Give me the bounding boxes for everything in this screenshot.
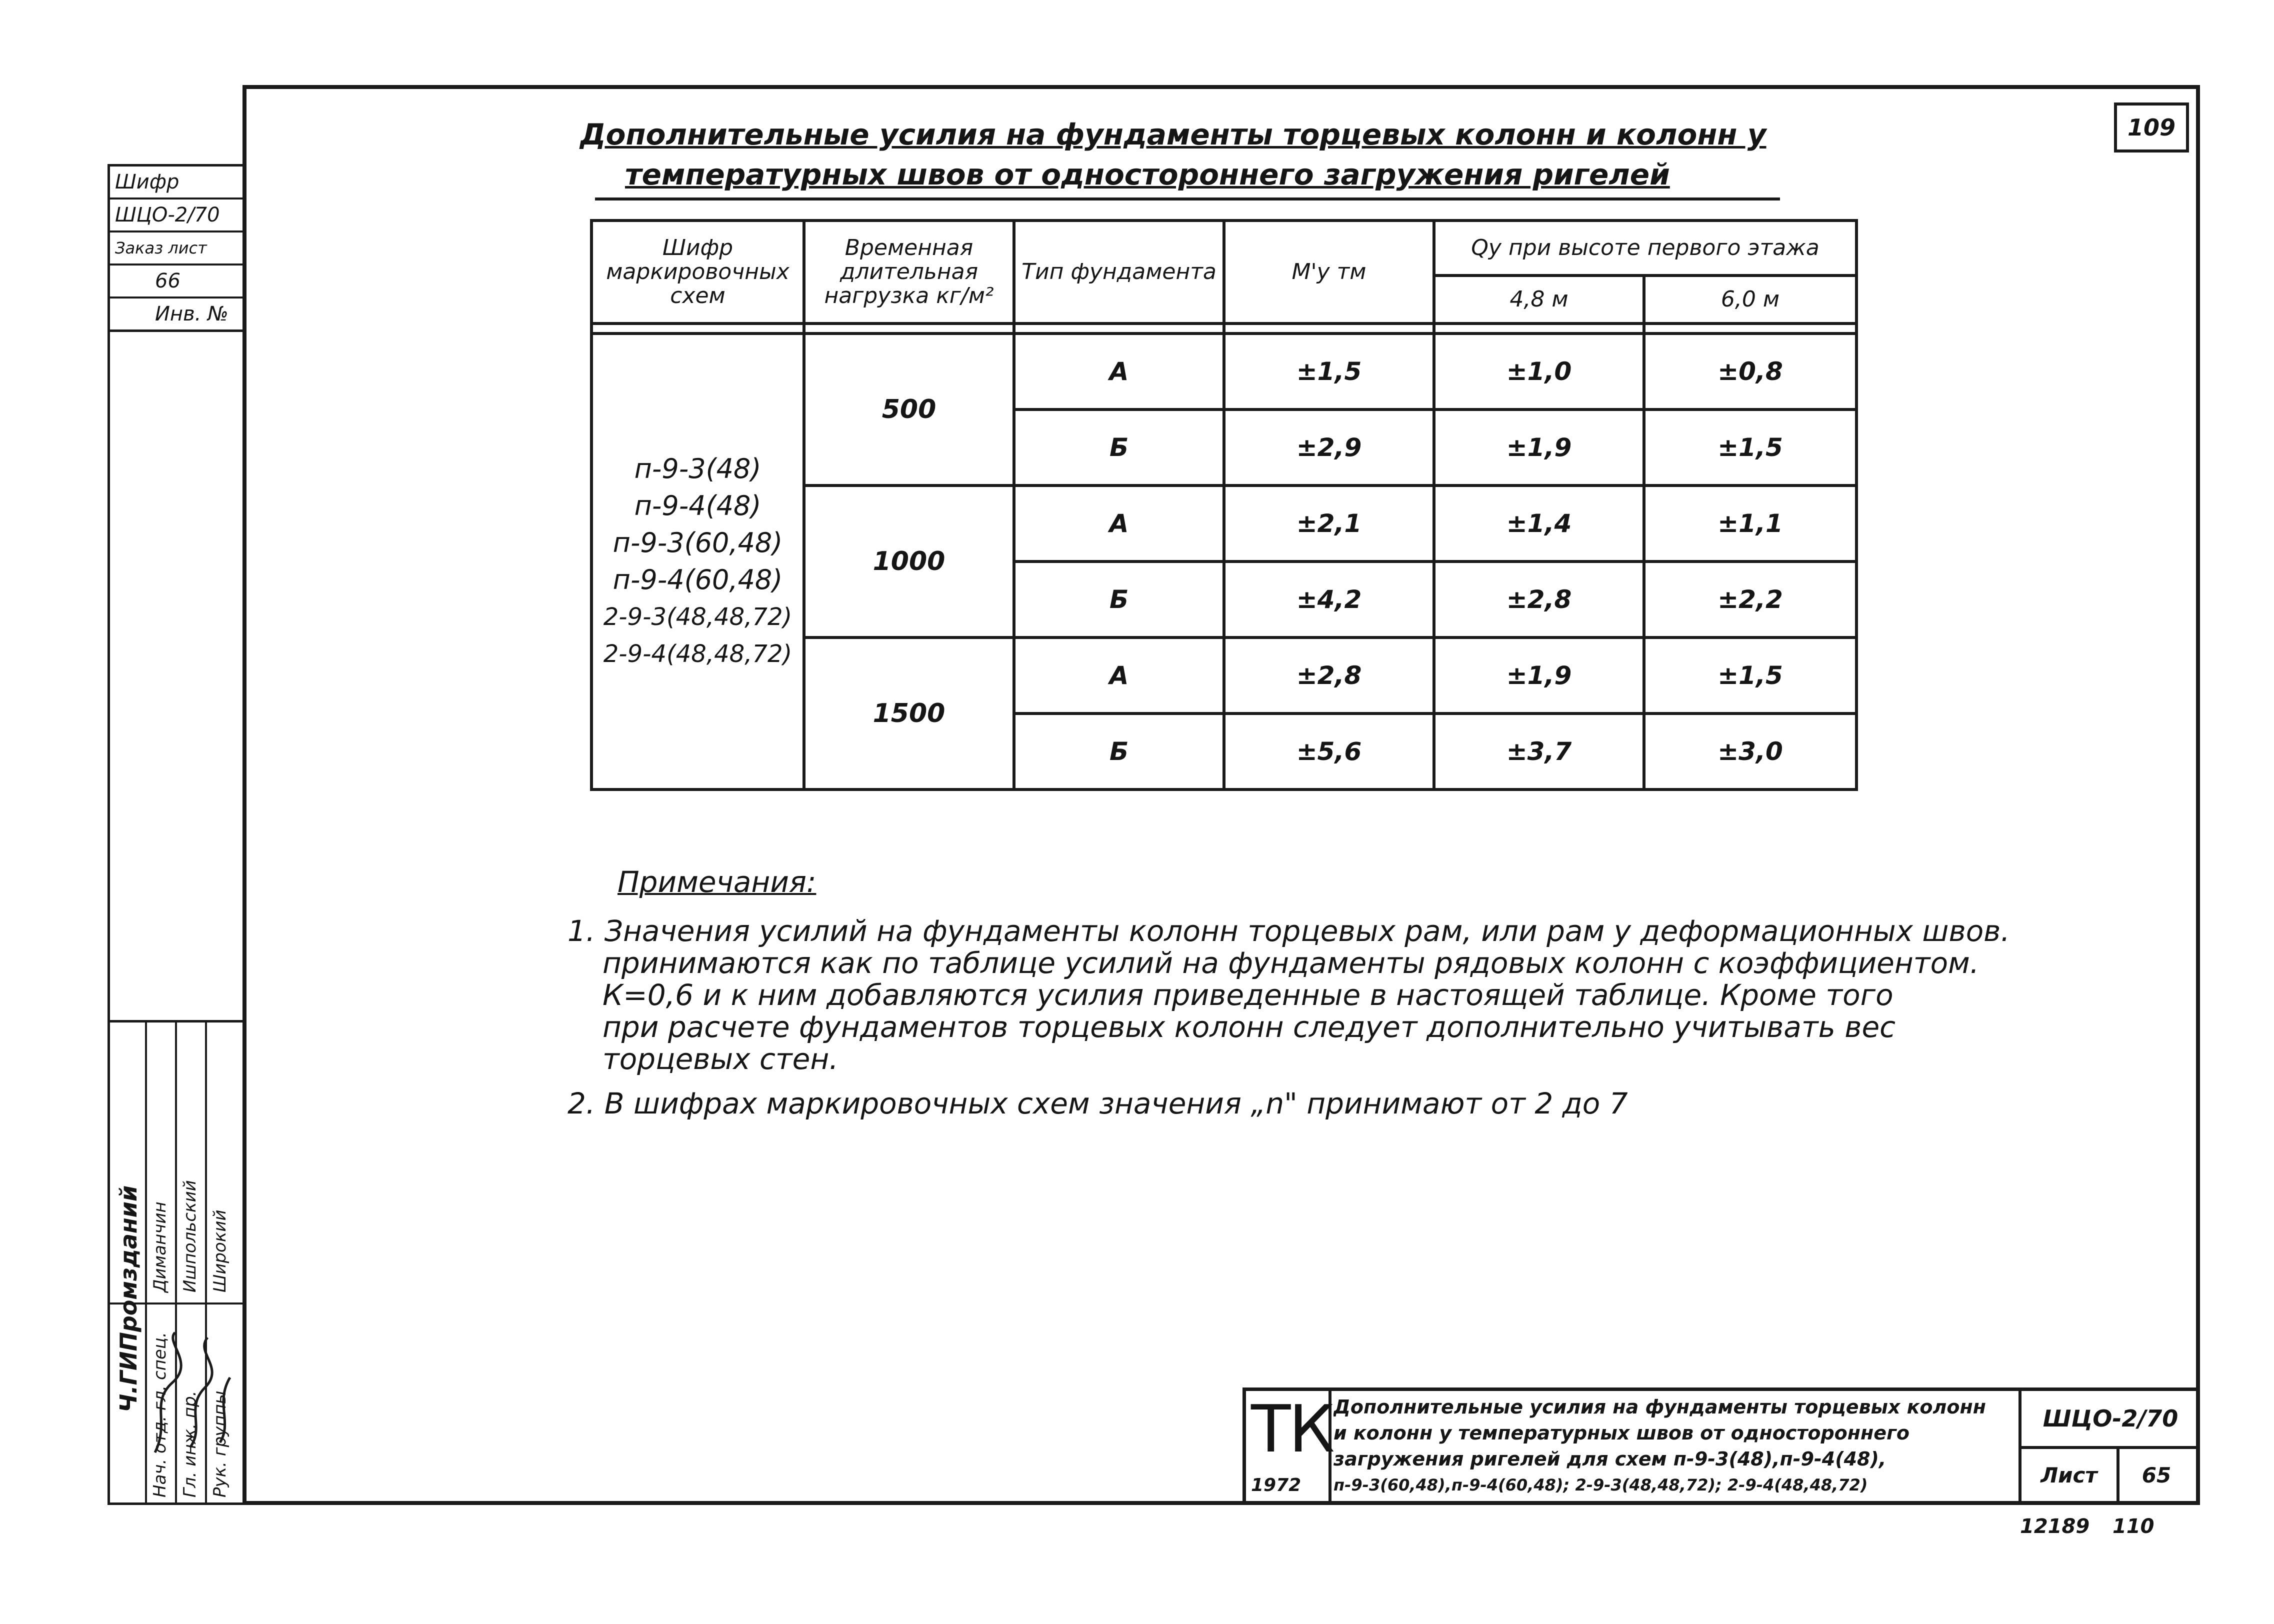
stamp-row: Шифр xyxy=(110,166,242,200)
type-cell: А xyxy=(1014,334,1224,410)
footer-left-number: 12189 xyxy=(2020,1515,2090,1538)
stamp-row: 66 xyxy=(110,266,242,298)
type-cell: Б xyxy=(1014,714,1224,790)
signature-role: Гл. инж. пр. xyxy=(180,1390,200,1498)
note-line: при расчете фундаментов торцевых колонн следует дополнительно учитывать вес xyxy=(602,1010,1896,1044)
tk-mark: ТК xyxy=(1251,1391,1333,1467)
type-cell: Б xyxy=(1014,562,1224,638)
signature-block xyxy=(108,1020,242,1505)
load-cell: 1500 xyxy=(804,638,1014,790)
scheme-code: п-9-4(48) xyxy=(634,490,762,522)
title-underline xyxy=(595,198,1780,200)
note-line: 1. Значения усилий на фундаменты колонн торцевых рам, или рам у деформационных швов. xyxy=(568,914,2010,948)
type-cell: А xyxy=(1014,486,1224,562)
stamp-row: Заказ лист xyxy=(110,232,242,266)
description-line: и колонн у температурных швов от одностороннего xyxy=(1334,1422,1910,1444)
scheme-code: 2-9-4(48,48,72) xyxy=(603,640,792,668)
scheme-code: п-9-4(60,48) xyxy=(612,564,783,596)
moment-cell: ±1,5 xyxy=(1224,334,1434,410)
title-block-code: ШЦО-2/70 xyxy=(2018,1391,2200,1449)
title-line-1: Дополнительные усилия на фундаменты торцевых колонн и колонн у xyxy=(580,118,1766,152)
document-title xyxy=(580,118,1766,152)
stamp-row: ШЦО-2/70 xyxy=(110,200,242,232)
title-block-sheet-number: 65 xyxy=(2142,1463,2172,1488)
description-line: п-9-3(60,48),п-9-4(60,48); 2-9-3(48,48,72); 2-9-4(48,48,72) xyxy=(1334,1476,1868,1494)
stamp-row: Инв. № xyxy=(155,302,228,326)
q60-cell: ±1,5 xyxy=(1644,410,1856,486)
header-cipher: Шифр маркировочных схем xyxy=(592,220,804,324)
signature-header: Ч.ГИПромзданий xyxy=(115,1185,142,1412)
q48-cell: ±1,0 xyxy=(1434,334,1644,410)
scheme-code: 2-9-3(48,48,72) xyxy=(603,603,792,631)
description-line: Дополнительные усилия на фундаменты торцевых колонн xyxy=(1334,1396,1986,1418)
header-moment: M'y тм xyxy=(1224,220,1434,324)
forces-table xyxy=(590,219,1858,791)
header-h60: 6,0 м xyxy=(1644,276,1856,324)
note-1 xyxy=(568,915,2010,1075)
scheme-code: п-9-3(48) xyxy=(634,453,762,484)
moment-cell: ±2,9 xyxy=(1224,410,1434,486)
q48-cell: ±1,4 xyxy=(1434,486,1644,562)
moment-cell: ±5,6 xyxy=(1224,714,1434,790)
q60-cell: ±1,5 xyxy=(1644,638,1856,714)
note-line: К=0,6 и к ним добавляются усилия приведенные в настоящей таблице. Кроме того xyxy=(602,978,1894,1012)
q48-cell: ±3,7 xyxy=(1434,714,1644,790)
note-line: торцевых стен. xyxy=(602,1042,838,1076)
title-block xyxy=(1242,1388,2200,1505)
title-block-year: 1972 xyxy=(1251,1475,1302,1496)
signature-role: Нач. отд. гл. спец. xyxy=(150,1332,170,1498)
margin-stamp xyxy=(108,164,242,332)
q48-cell: ±2,8 xyxy=(1434,562,1644,638)
header-h48: 4,8 м xyxy=(1434,276,1644,324)
q48-cell: ±1,9 xyxy=(1434,410,1644,486)
moment-cell: ±4,2 xyxy=(1224,562,1434,638)
q60-cell: ±0,8 xyxy=(1644,334,1856,410)
document-subtitle xyxy=(625,158,1670,192)
note-line: принимаются как по таблице усилий на фундаменты рядовых колонн с коэффициентом. xyxy=(602,946,1980,980)
title-block-description xyxy=(1334,1394,1986,1498)
q60-cell: ±1,1 xyxy=(1644,486,1856,562)
title-block-tk xyxy=(1246,1391,1332,1502)
load-cell: 500 xyxy=(804,334,1014,486)
signature-name: Диманчин xyxy=(150,1202,170,1292)
q60-cell: ±2,2 xyxy=(1644,562,1856,638)
note-2: 2. В шифрах маркировочных схем значения „n" принимают от 2 до 7 xyxy=(568,1086,1628,1120)
title-line-2: температурных швов от одностороннего загружения ригелей xyxy=(625,158,1670,192)
signature-scribble xyxy=(145,1322,240,1462)
q48-cell: ±1,9 xyxy=(1434,638,1644,714)
load-cell: 1000 xyxy=(804,486,1014,638)
signature-name: Широкий xyxy=(210,1210,230,1292)
header-foundation-type: Тип фундамента xyxy=(1014,220,1224,324)
type-cell: Б xyxy=(1014,410,1224,486)
title-block-sheet-label: Лист xyxy=(2018,1449,2120,1502)
page-number: 109 xyxy=(2114,102,2189,152)
schemes-cell xyxy=(592,334,804,790)
description-line: загружения ригелей для схем п-9-3(48),п-9-4(48), xyxy=(1334,1448,1886,1470)
moment-cell: ±2,1 xyxy=(1224,486,1434,562)
scheme-code: п-9-3(60,48) xyxy=(612,527,783,558)
moment-cell: ±2,8 xyxy=(1224,638,1434,714)
header-load: Временная длительная нагрузка кг/м² xyxy=(804,220,1014,324)
notes-heading: Примечания: xyxy=(618,865,816,899)
type-cell: А xyxy=(1014,638,1224,714)
footer-right-number: 110 xyxy=(2112,1515,2154,1538)
signature-name: Ишпольский xyxy=(180,1180,200,1292)
header-separator xyxy=(592,324,1856,334)
table-row xyxy=(592,334,1856,410)
header-shear-group: Qy при высоте первого этажа xyxy=(1434,220,1856,276)
table-header-row xyxy=(592,220,1856,276)
q60-cell: ±3,0 xyxy=(1644,714,1856,790)
signature-role: Рук. группы xyxy=(210,1390,230,1498)
